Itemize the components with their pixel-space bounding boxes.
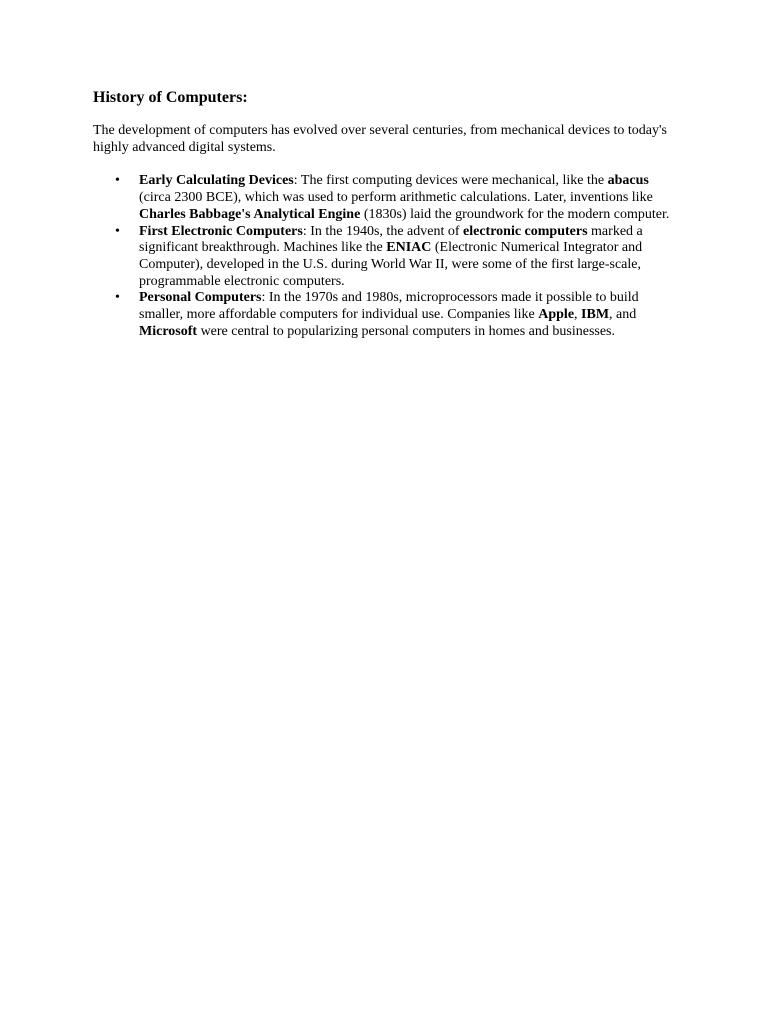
item-text-bold: ENIAC bbox=[386, 240, 432, 256]
item-text-bold: Microsoft bbox=[139, 323, 198, 339]
list-item bbox=[93, 224, 673, 291]
bullet-icon: • bbox=[115, 223, 120, 239]
bullet-list bbox=[93, 173, 673, 340]
item-heading: Early Calculating Devices bbox=[139, 173, 294, 189]
item-text-bold: IBM bbox=[581, 307, 610, 323]
item-text: (Electronic Numerical Integrator and Computer), developed in the U.S. during World War II, were some of the first large-scale, programmable electronic computers. bbox=[139, 240, 643, 289]
item-text-bold: Charles Babbage's Analytical Engine bbox=[139, 206, 361, 222]
list-item bbox=[93, 173, 673, 223]
item-text: , and bbox=[609, 307, 637, 323]
item-heading: First Electronic Computers bbox=[139, 223, 303, 239]
page-title: History of Computers: bbox=[93, 89, 248, 106]
item-text: : In the 1940s, the advent of bbox=[302, 223, 464, 239]
intro-paragraph: The development of computers has evolved over several centuries, from mechanical devices to today's highly advanced digital systems. bbox=[93, 123, 667, 155]
item-text: : In the 1970s and 1980s, microprocessors made it possible to build smaller, more affordable computers for individual use. Companies like bbox=[139, 290, 639, 323]
item-text: (1830s) laid the groundwork for the modern computer. bbox=[360, 206, 670, 222]
item-text-bold: Apple bbox=[538, 307, 575, 323]
bullet-icon: • bbox=[115, 290, 120, 306]
item-text: : The first computing devices were mechanical, like the bbox=[293, 173, 608, 189]
item-text: , bbox=[574, 307, 582, 323]
item-text-bold: electronic computers bbox=[463, 223, 588, 239]
item-text: (circa 2300 BCE), which was used to perform arithmetic calculations. Later, inventions like bbox=[139, 190, 653, 206]
item-text: were central to popularizing personal computers in homes and businesses. bbox=[197, 323, 616, 339]
bullet-icon: • bbox=[115, 173, 120, 189]
list-item bbox=[93, 290, 673, 340]
item-text-bold: abacus bbox=[607, 173, 649, 189]
document-page bbox=[93, 88, 673, 340]
item-text: marked a significant breakthrough. Machines like the bbox=[139, 223, 643, 256]
item-heading: Personal Computers bbox=[139, 290, 262, 306]
